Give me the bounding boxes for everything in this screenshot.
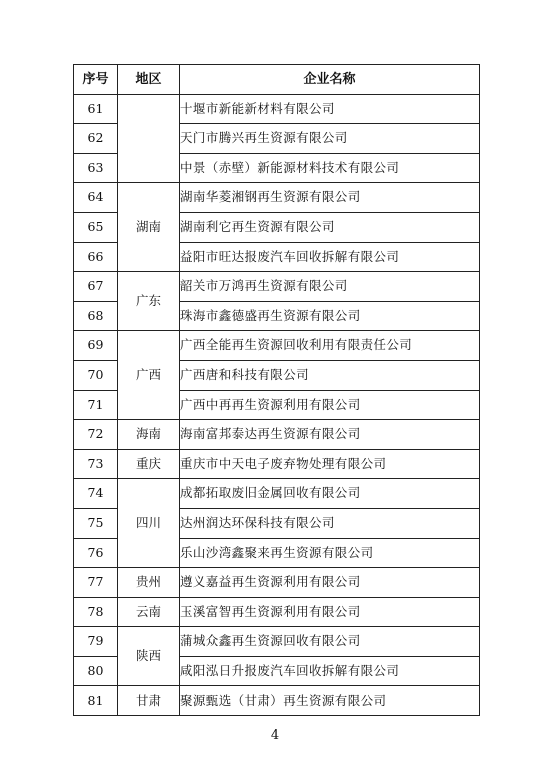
row-seq: 67: [74, 272, 118, 302]
row-company: 广西全能再生资源回收利用有限责任公司: [180, 331, 480, 361]
row-company: 中景（赤壁）新能源材料技术有限公司: [180, 153, 480, 183]
header-region: 地区: [118, 65, 180, 95]
row-seq: 72: [74, 420, 118, 450]
header-company: 企业名称: [180, 65, 480, 95]
row-seq: 71: [74, 390, 118, 420]
row-seq: 61: [74, 94, 118, 124]
row-company: 咸阳泓日升报废汽车回收拆解有限公司: [180, 656, 480, 686]
row-company: 湖南利它再生资源有限公司: [180, 212, 480, 242]
row-seq: 80: [74, 656, 118, 686]
table-row: [74, 597, 480, 627]
row-company: 珠海市鑫德盛再生资源有限公司: [180, 301, 480, 331]
table-row: [74, 94, 480, 124]
row-region: 陕西: [118, 627, 180, 686]
row-region: 海南: [118, 420, 180, 450]
row-company: 广西唐和科技有限公司: [180, 360, 480, 390]
table-row: [74, 420, 480, 450]
row-company: 达州润达环保科技有限公司: [180, 508, 480, 538]
row-company: 天门市腾兴再生资源有限公司: [180, 124, 480, 154]
row-company: 聚源甄选（甘肃）再生资源有限公司: [180, 686, 480, 716]
table-header-row: [74, 65, 480, 95]
header-seq: 序号: [74, 65, 118, 95]
row-region: 四川: [118, 479, 180, 568]
row-company: 蒲城众鑫再生资源回收有限公司: [180, 627, 480, 657]
row-seq: 78: [74, 597, 118, 627]
table-row: [74, 627, 480, 657]
row-region: 广西: [118, 331, 180, 420]
page-number: 4: [270, 728, 280, 743]
row-seq: 70: [74, 360, 118, 390]
row-company: 重庆市中天电子废弃物处理有限公司: [180, 449, 480, 479]
table-row: [74, 272, 480, 302]
row-company: 广西中再再生资源利用有限公司: [180, 390, 480, 420]
row-seq: 76: [74, 538, 118, 568]
row-company: 湖南华菱湘钢再生资源有限公司: [180, 183, 480, 213]
row-company: 益阳市旺达报废汽车回收拆解有限公司: [180, 242, 480, 272]
row-company: 乐山沙湾鑫聚来再生资源有限公司: [180, 538, 480, 568]
row-seq: 68: [74, 301, 118, 331]
row-company: 海南富邦泰达再生资源有限公司: [180, 420, 480, 450]
row-seq: 77: [74, 568, 118, 598]
table-row: [74, 479, 480, 509]
row-region: 贵州: [118, 568, 180, 598]
row-region: [118, 94, 180, 183]
table-row: [74, 449, 480, 479]
row-region: 广东: [118, 272, 180, 331]
company-list-table: [73, 64, 480, 716]
table-row: [74, 183, 480, 213]
row-seq: 65: [74, 212, 118, 242]
row-region: 湖南: [118, 183, 180, 272]
row-company: 玉溪富智再生资源利用有限公司: [180, 597, 480, 627]
row-seq: 79: [74, 627, 118, 657]
row-seq: 66: [74, 242, 118, 272]
row-seq: 81: [74, 686, 118, 716]
table-row: [74, 568, 480, 598]
row-seq: 69: [74, 331, 118, 361]
row-seq: 63: [74, 153, 118, 183]
row-seq: 64: [74, 183, 118, 213]
row-seq: 62: [74, 124, 118, 154]
row-company: 韶关市万鸿再生资源有限公司: [180, 272, 480, 302]
row-region: 甘肃: [118, 686, 180, 716]
row-company: 成都拓取废旧金属回收有限公司: [180, 479, 480, 509]
row-seq: 75: [74, 508, 118, 538]
row-company: 遵义嘉益再生资源利用有限公司: [180, 568, 480, 598]
table-row: [74, 686, 480, 716]
row-region: 重庆: [118, 449, 180, 479]
row-seq: 73: [74, 449, 118, 479]
row-company: 十堰市新能新材料有限公司: [180, 94, 480, 124]
row-seq: 74: [74, 479, 118, 509]
row-region: 云南: [118, 597, 180, 627]
table-row: [74, 331, 480, 361]
